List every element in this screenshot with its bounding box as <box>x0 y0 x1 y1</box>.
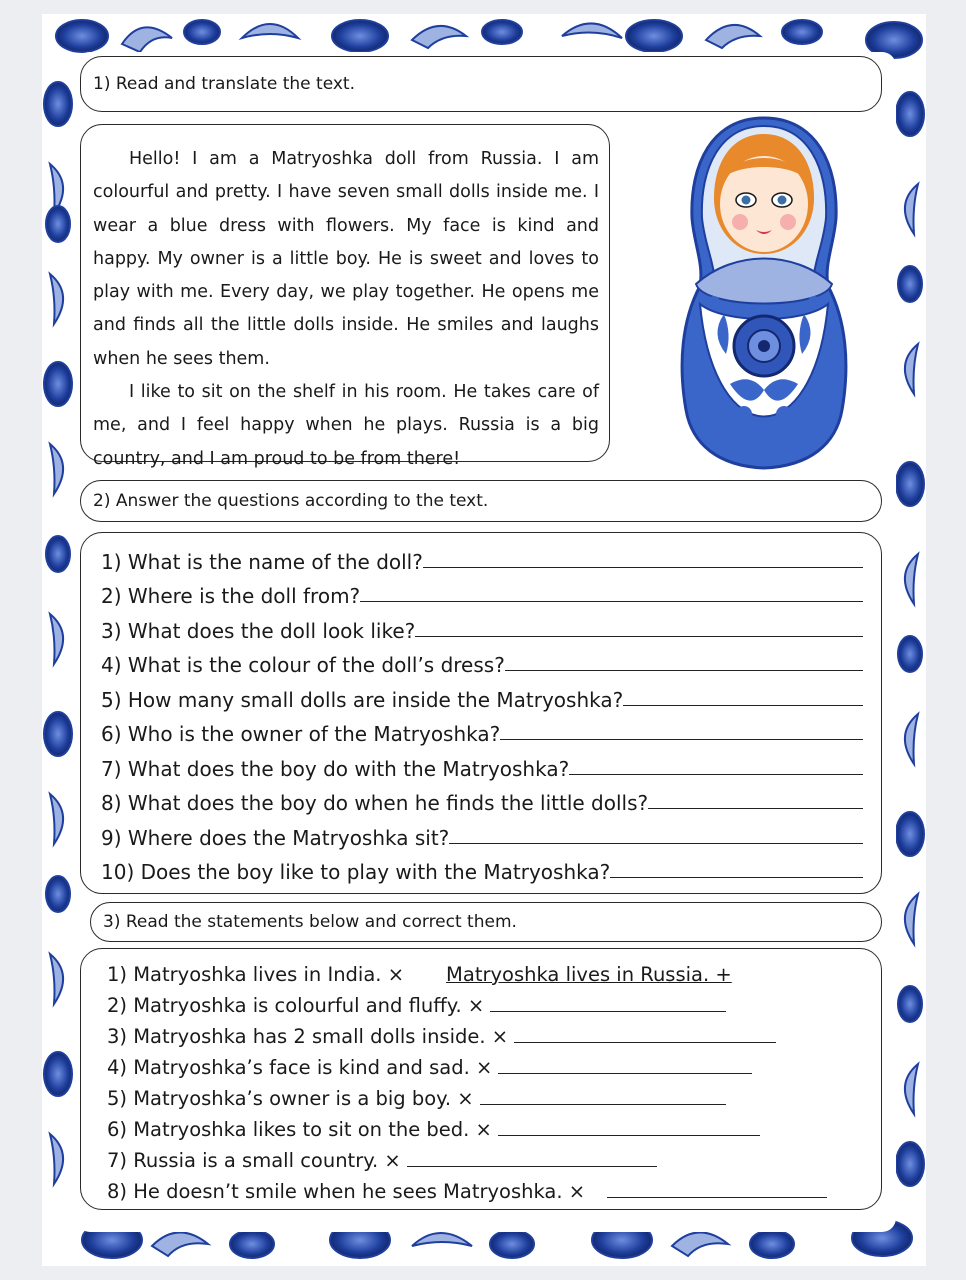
answer-line[interactable] <box>449 843 863 844</box>
correction-line[interactable] <box>514 1042 776 1043</box>
story-paragraph-2: I like to sit on the shelf in his room. He takes care of me, and I feel happy when he plays. Russia is a big country, and I am proud to be from there! <box>93 382 599 469</box>
statement-text: 7) Russia is a small country. × <box>107 1149 401 1172</box>
question-text: 2) Where is the doll from? <box>101 584 361 608</box>
statement-text: 2) Matryoshka is colourful and fluffy. × <box>107 994 485 1017</box>
statement-row <box>107 1079 881 1110</box>
question-text: 3) What does the doll look like? <box>101 618 416 643</box>
question-text: 5) How many small dolls are inside the Matryoshka? <box>101 687 624 712</box>
question-text: 7) What does the boy do with the Matryoshka? <box>101 756 570 781</box>
matryoshka-doll-illustration <box>674 114 854 474</box>
section3-heading <box>90 902 882 942</box>
questions-box <box>80 532 882 894</box>
answer-line[interactable] <box>648 808 863 809</box>
answer-line[interactable] <box>423 567 863 568</box>
answer-line[interactable] <box>360 601 863 602</box>
example-answer: Matryoshka lives in Russia. + <box>446 963 732 986</box>
question-row <box>101 850 863 885</box>
statement-text: 3) Matryoshka has 2 small dolls inside. × <box>107 1025 509 1048</box>
question-row <box>101 677 863 712</box>
question-row <box>101 539 863 574</box>
section1-heading <box>80 56 882 112</box>
section1-heading-text: 1) Read and translate the text. <box>93 74 355 94</box>
statement-row <box>107 1172 881 1203</box>
statement-row <box>107 1110 881 1141</box>
answer-line[interactable] <box>500 739 863 740</box>
statement-row <box>107 1048 881 1079</box>
answer-line[interactable] <box>505 670 863 671</box>
correction-line[interactable] <box>498 1135 760 1136</box>
section3-heading-text: 3) Read the statements below and correct them. <box>103 912 517 932</box>
statement-row <box>107 955 881 986</box>
question-row <box>101 608 863 643</box>
section2-heading <box>80 480 882 522</box>
answer-line[interactable] <box>569 774 863 775</box>
statement-row <box>107 986 881 1017</box>
question-text: 8) What does the boy do when he finds the little dolls? <box>101 791 649 815</box>
question-row <box>101 574 863 609</box>
statement-row <box>107 1017 881 1048</box>
question-row <box>101 712 863 747</box>
question-row <box>101 643 863 678</box>
correction-line[interactable] <box>407 1166 657 1167</box>
correction-line[interactable] <box>498 1073 752 1074</box>
answer-line[interactable] <box>415 636 863 637</box>
statement-text: 1) Matryoshka lives in India. × <box>107 963 405 986</box>
question-text: 9) Where does the Matryoshka sit? <box>101 825 450 850</box>
answer-line[interactable] <box>623 705 863 706</box>
question-row <box>101 815 863 850</box>
statements-box <box>80 948 882 1210</box>
question-text: 6) Who is the owner of the Matryoshka? <box>101 722 501 746</box>
story-paragraph-1: Hello! I am a Matryoshka doll from Russia. I am colourful and pretty. I have seven small dolls inside me. I wear a blue dress with flowers. My face is kind and happy. My owner is a little boy. He is sweet and loves to play with me. Every day, we play together. He opens me and finds all the little dolls inside. He smiles and laughs when he sees them. <box>93 149 599 369</box>
correction-line[interactable] <box>490 1011 726 1012</box>
question-text: 4) What is the colour of the doll’s dress? <box>101 653 505 677</box>
answer-line[interactable] <box>610 877 863 878</box>
question-row <box>101 746 863 781</box>
story-text-box <box>80 124 610 469</box>
statement-text: 8) He doesn’t smile when he sees Matryoshka. × <box>107 1180 586 1203</box>
question-text: 10) Does the boy like to play with the Matryoshka? <box>101 860 611 884</box>
section2-heading-text: 2) Answer the questions according to the text. <box>93 491 489 511</box>
question-row <box>101 781 863 816</box>
worksheet-page <box>42 14 926 1266</box>
correction-line[interactable] <box>607 1197 827 1198</box>
correction-line[interactable] <box>480 1104 726 1105</box>
question-text: 1) What is the name of the doll? <box>101 549 423 574</box>
statement-text: 5) Matryoshka’s owner is a big boy. × <box>107 1087 474 1110</box>
statement-row <box>107 1141 881 1172</box>
statement-text: 4) Matryoshka’s face is kind and sad. × <box>107 1056 493 1079</box>
statement-text: 6) Matryoshka likes to sit on the bed. × <box>107 1118 492 1141</box>
